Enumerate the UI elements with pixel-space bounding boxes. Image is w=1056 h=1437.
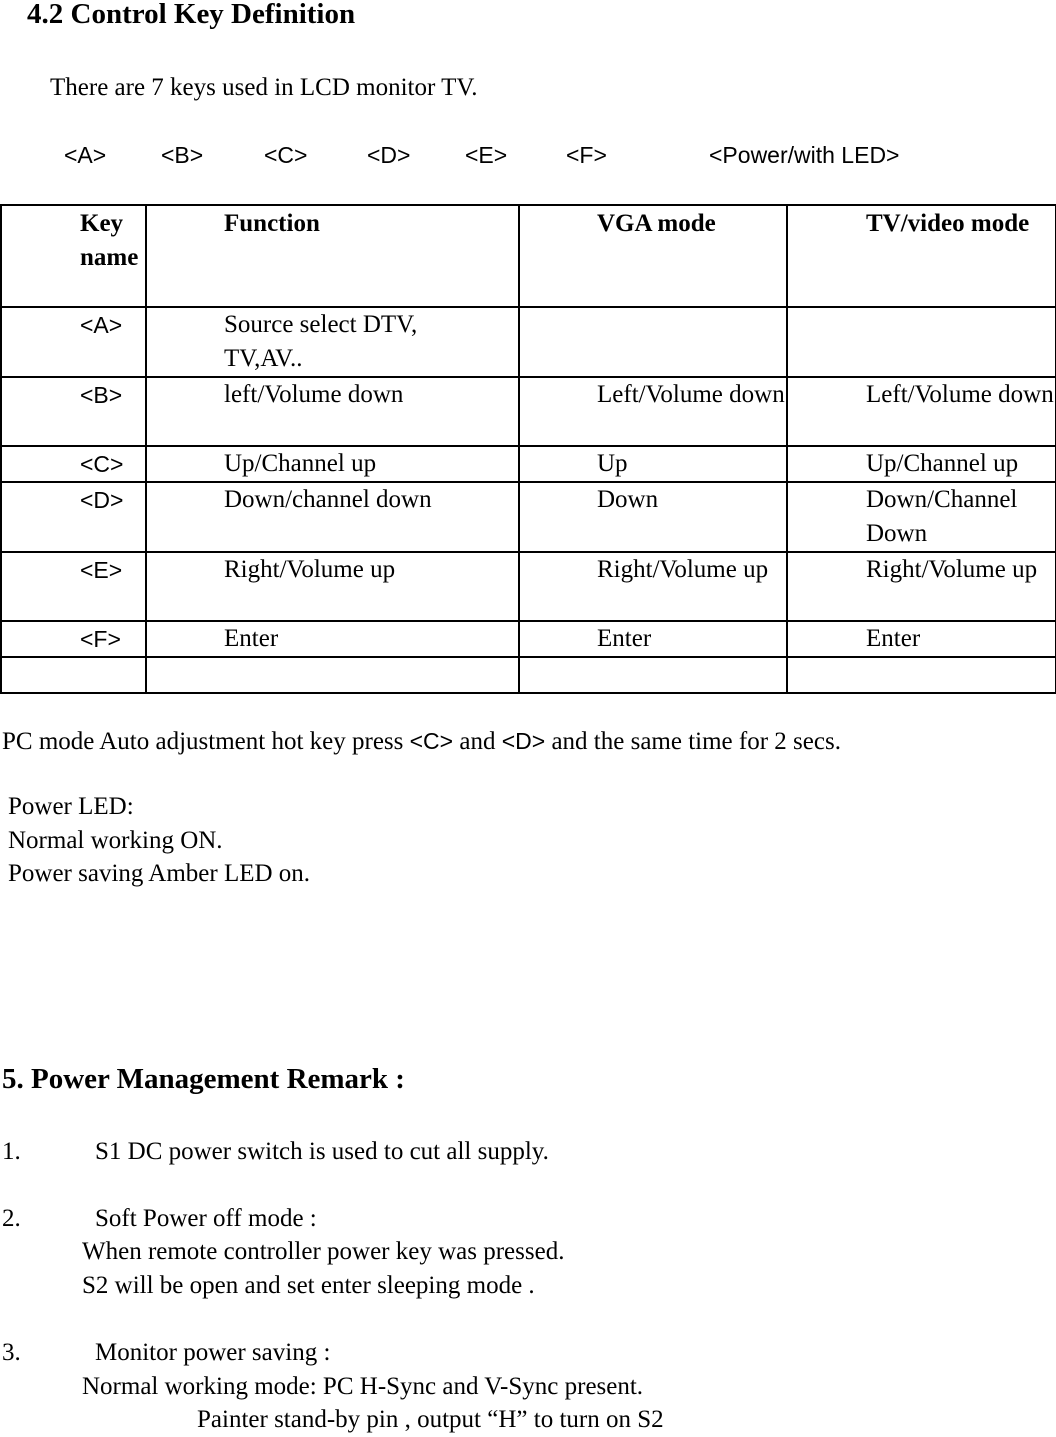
key-label-a: <A> [64, 142, 107, 168]
cell-tv: Up/Channel up [787, 446, 1056, 482]
cell-vga: Down [519, 482, 787, 552]
cell-key: <B> [1, 377, 146, 446]
cell-key: <D> [1, 482, 146, 552]
cell-key: <A> [1, 307, 146, 377]
item-1-text: S1 DC power switch is used to cut all supply. [95, 1138, 549, 1165]
hotkey-note: PC mode Auto adjustment hot key press <C> and <D> and the same time for 2 secs. [2, 728, 841, 755]
item-3-number: 3. [2, 1339, 21, 1366]
key-label-d: <D> [367, 142, 411, 168]
table-row [1, 552, 1056, 621]
cell-function: Right/Volume up [146, 552, 519, 621]
table-row [1, 621, 1056, 657]
power-led-saving: Power saving Amber LED on. [8, 860, 311, 887]
key-label-f: <F> [566, 142, 607, 168]
item-2-text: Soft Power off mode : [95, 1205, 317, 1232]
table-row [1, 446, 1056, 482]
cell-key [1, 657, 146, 693]
key-label-b: <B> [161, 142, 204, 168]
section-title-4-2: 4.2 Control Key Definition [27, 0, 356, 30]
table-row [1, 482, 1056, 552]
item-2-sub-1: When remote controller power key was pressed. [82, 1238, 565, 1265]
item-2-number: 2. [2, 1205, 21, 1232]
cell-vga: Left/Volume down [519, 377, 787, 446]
power-led-title: Power LED: [8, 793, 134, 820]
key-list [0, 138, 1056, 172]
section-title-5: 5. Power Management Remark : [2, 1063, 405, 1095]
cell-vga: Right/Volume up [519, 552, 787, 621]
item-3-sub-2: Painter stand-by pin , output “H” to turn on S2 [197, 1406, 664, 1433]
cell-tv: Right/Volume up [787, 552, 1056, 621]
cell-key: <E> [1, 552, 146, 621]
cell-vga [519, 657, 787, 693]
header-vga-mode: VGA mode [519, 205, 787, 307]
cell-vga: Up [519, 446, 787, 482]
cell-tv: Enter [787, 621, 1056, 657]
cell-function: Up/Channel up [146, 446, 519, 482]
header-function: Function [146, 205, 519, 307]
item-3-sub-1: Normal working mode: PC H-Sync and V-Sync present. [82, 1373, 644, 1400]
table-row [1, 307, 1056, 377]
cell-key: <F> [1, 621, 146, 657]
cell-function: left/Volume down [146, 377, 519, 446]
intro-text: There are 7 keys used in LCD monitor TV. [50, 74, 478, 101]
key-label-c: <C> [264, 142, 308, 168]
cell-function: Enter [146, 621, 519, 657]
control-key-table [0, 204, 1056, 694]
table-header-row [1, 205, 1056, 307]
item-3-text: Monitor power saving : [95, 1339, 331, 1366]
cell-tv [787, 307, 1056, 377]
cell-tv [787, 657, 1056, 693]
item-1-number: 1. [2, 1138, 21, 1165]
key-label-power: <Power/with LED> [709, 142, 900, 168]
header-tv-video-mode: TV/video mode [787, 205, 1056, 307]
cell-tv: Down/Channel Down [787, 482, 1056, 552]
table-row [1, 377, 1056, 446]
cell-tv: Left/Volume down [787, 377, 1056, 446]
cell-key: <C> [1, 446, 146, 482]
table-row [1, 657, 1056, 693]
cell-function: Down/channel down [146, 482, 519, 552]
item-2-sub-2: S2 will be open and set enter sleeping mode . [82, 1272, 535, 1299]
key-label-e: <E> [465, 142, 508, 168]
cell-vga [519, 307, 787, 377]
cell-function: Source select DTV, TV,AV.. [146, 307, 519, 377]
power-led-normal: Normal working ON. [8, 827, 223, 854]
cell-vga: Enter [519, 621, 787, 657]
cell-function [146, 657, 519, 693]
header-key-name: Key name [1, 205, 146, 307]
